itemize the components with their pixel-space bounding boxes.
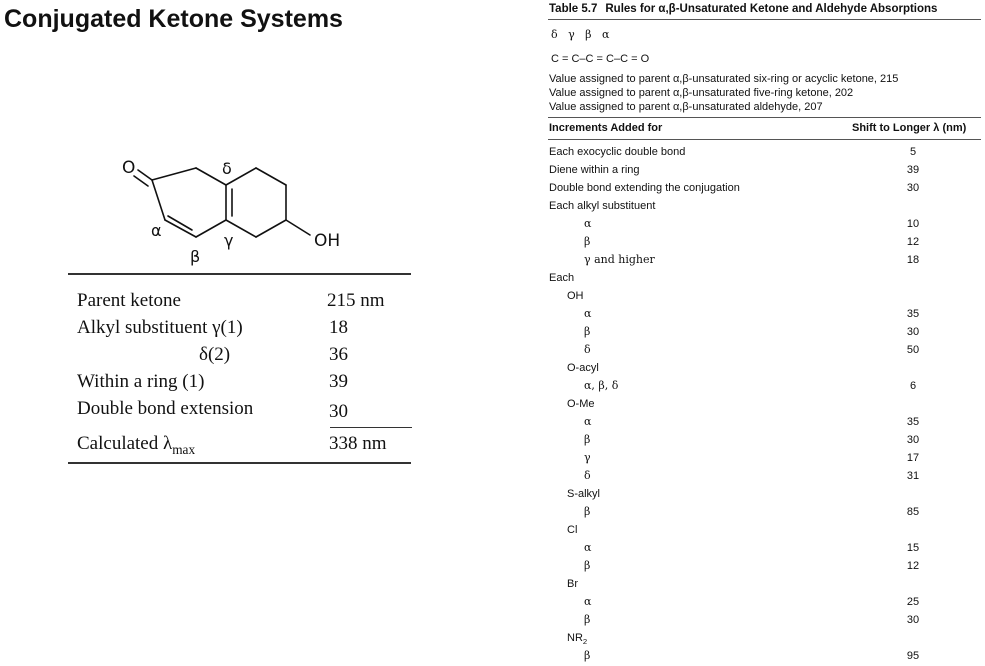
increment-value: 50	[906, 344, 920, 356]
increment-label: α	[584, 307, 592, 320]
bond-c-o-double	[134, 176, 148, 186]
bond-r4	[256, 220, 286, 237]
calc-value: 39	[329, 371, 348, 392]
calc-total-value: 338 nm	[329, 433, 387, 454]
increment-label: Br	[567, 578, 578, 590]
increment-label: α, β, δ	[584, 379, 619, 392]
table-number: Table 5.7	[549, 3, 598, 15]
increment-label: α	[584, 541, 592, 554]
increment-value: 39	[906, 164, 920, 176]
increment-row	[548, 650, 981, 664]
increment-row	[548, 146, 981, 160]
increment-label: S-alkyl	[567, 488, 601, 500]
increment-label: γ and higher	[584, 253, 655, 266]
calc-total-label: Calculated $\lambda_{max}$	[77, 433, 196, 457]
increment-value: 30	[906, 434, 920, 446]
increment-label: Each	[549, 272, 575, 284]
calc-value: 36	[329, 344, 348, 365]
molecule-structure	[100, 140, 400, 270]
parent-value-line: Value assigned to parent α,β-unsaturated six-ring or acyclic ketone, 215	[549, 73, 899, 85]
increment-label: β	[584, 505, 591, 518]
hydroxyl-label: OH	[314, 231, 341, 251]
increment-row	[548, 218, 981, 232]
increment-label: α	[584, 415, 592, 428]
increment-row	[548, 182, 981, 196]
increment-row	[548, 254, 981, 268]
increment-label: δ	[584, 343, 591, 356]
calc-label: Alkyl substituent γ(1)	[77, 317, 243, 338]
column-header-increments: Increments Added for	[549, 122, 663, 134]
increment-row	[548, 344, 981, 358]
increment-label: γ	[584, 451, 591, 464]
increment-label: δ	[584, 469, 591, 482]
increment-value: 6	[909, 380, 917, 392]
increment-row	[548, 416, 981, 430]
increment-value: 95	[906, 650, 920, 662]
increment-label: α	[584, 595, 592, 608]
increment-label: $NR_2$	[567, 632, 588, 647]
increment-value: 25	[906, 596, 920, 608]
slide-title: Conjugated Ketone Systems	[4, 5, 343, 33]
calc-row-alkyl-delta	[68, 341, 411, 368]
increment-label: α	[584, 217, 592, 230]
calc-row-parent	[68, 287, 411, 314]
calc-label: Parent ketone	[77, 290, 181, 311]
increment-label: OH	[567, 290, 584, 302]
increment-label: β	[584, 235, 591, 248]
increment-row	[548, 236, 981, 250]
increment-label: Double bond extending the conjugation	[549, 182, 740, 194]
increment-value: 31	[906, 470, 920, 482]
bond-r2	[256, 168, 286, 185]
increment-row	[548, 290, 981, 304]
oxygen-label: O	[122, 158, 136, 178]
column-header-shift: Shift to Longer λ (nm)	[852, 122, 967, 134]
parent-value-line: Value assigned to parent α,β-unsaturated five-ring ketone, 202	[549, 87, 854, 99]
increment-value: 5	[909, 146, 917, 158]
increment-label: Cl	[567, 524, 578, 536]
increment-label: β	[584, 649, 591, 662]
increment-value: 35	[906, 308, 920, 320]
increment-row	[548, 200, 981, 214]
table-caption	[549, 3, 937, 15]
increment-value: 30	[906, 326, 920, 338]
nr-subscript: 2	[582, 637, 588, 647]
calc-row-total	[68, 422, 411, 462]
increment-row	[548, 542, 981, 556]
increment-value: 10	[906, 218, 920, 230]
increment-label: O-acyl	[567, 362, 599, 374]
increment-row	[548, 488, 981, 502]
increment-label: Diene within a ring	[549, 164, 640, 176]
increment-row	[548, 272, 981, 286]
increment-value: 15	[906, 542, 920, 554]
calc-row-ring	[68, 368, 411, 395]
increment-label: Each exocyclic double bond	[549, 146, 686, 158]
calc-row-alkyl-gamma	[68, 314, 411, 341]
calc-label: δ(2)	[199, 344, 231, 365]
calc-value: 18	[329, 317, 348, 338]
calc-value: 30	[329, 401, 348, 422]
increment-value: 18	[906, 254, 920, 266]
increment-row	[548, 398, 981, 412]
increment-row	[548, 326, 981, 340]
bond-c-oh	[286, 220, 310, 235]
increment-value: 30	[906, 182, 920, 194]
gamma-label: γ	[224, 231, 234, 250]
increment-row	[548, 524, 981, 538]
increment-value: 12	[906, 236, 920, 248]
increment-label: β	[584, 325, 591, 338]
increment-row	[548, 164, 981, 178]
increment-label: β	[584, 559, 591, 572]
delta-label: δ	[222, 159, 232, 178]
bond-c-o	[138, 170, 152, 180]
bond-c1-c8	[152, 168, 196, 180]
increment-label: β	[584, 433, 591, 446]
calc-row-extension	[68, 395, 411, 422]
increment-row	[548, 560, 981, 574]
bond-c4a-c4	[196, 220, 226, 237]
table-title: Rules for α,β-Unsaturated Ketone and Aldehyde Absorptions	[605, 3, 938, 15]
beta-label: β	[190, 247, 201, 266]
increment-row	[548, 470, 981, 484]
conjugated-chain: C = C–C = C–C = O	[551, 53, 650, 65]
increment-row	[548, 380, 981, 394]
increment-row	[548, 614, 981, 628]
increment-row	[548, 506, 981, 520]
increment-row	[548, 308, 981, 322]
calc-label: Double bond extension	[77, 398, 254, 419]
calc-label: Within a ring (1)	[77, 371, 205, 392]
alpha-label: α	[151, 221, 162, 240]
increment-label: Each alkyl substituent	[549, 200, 656, 212]
calculation-table	[68, 273, 411, 464]
calc-value: 215 nm	[327, 290, 385, 311]
greek-positions: δ γ β α	[551, 28, 610, 41]
increment-value: 85	[906, 506, 920, 518]
increment-value: 12	[906, 560, 920, 572]
increment-row	[548, 362, 981, 376]
increment-label: O-Me	[567, 398, 595, 410]
increment-row	[548, 596, 981, 610]
bond-c3-c1	[152, 180, 165, 220]
increment-value: 30	[906, 614, 920, 626]
increment-row	[548, 632, 981, 646]
parent-value-line: Value assigned to parent α,β-unsaturated aldehyde, 207	[549, 101, 823, 113]
increment-label: β	[584, 613, 591, 626]
increment-row	[548, 578, 981, 592]
increment-value: 17	[906, 452, 920, 464]
increment-row	[548, 452, 981, 466]
increment-value: 35	[906, 416, 920, 428]
increment-row	[548, 434, 981, 448]
